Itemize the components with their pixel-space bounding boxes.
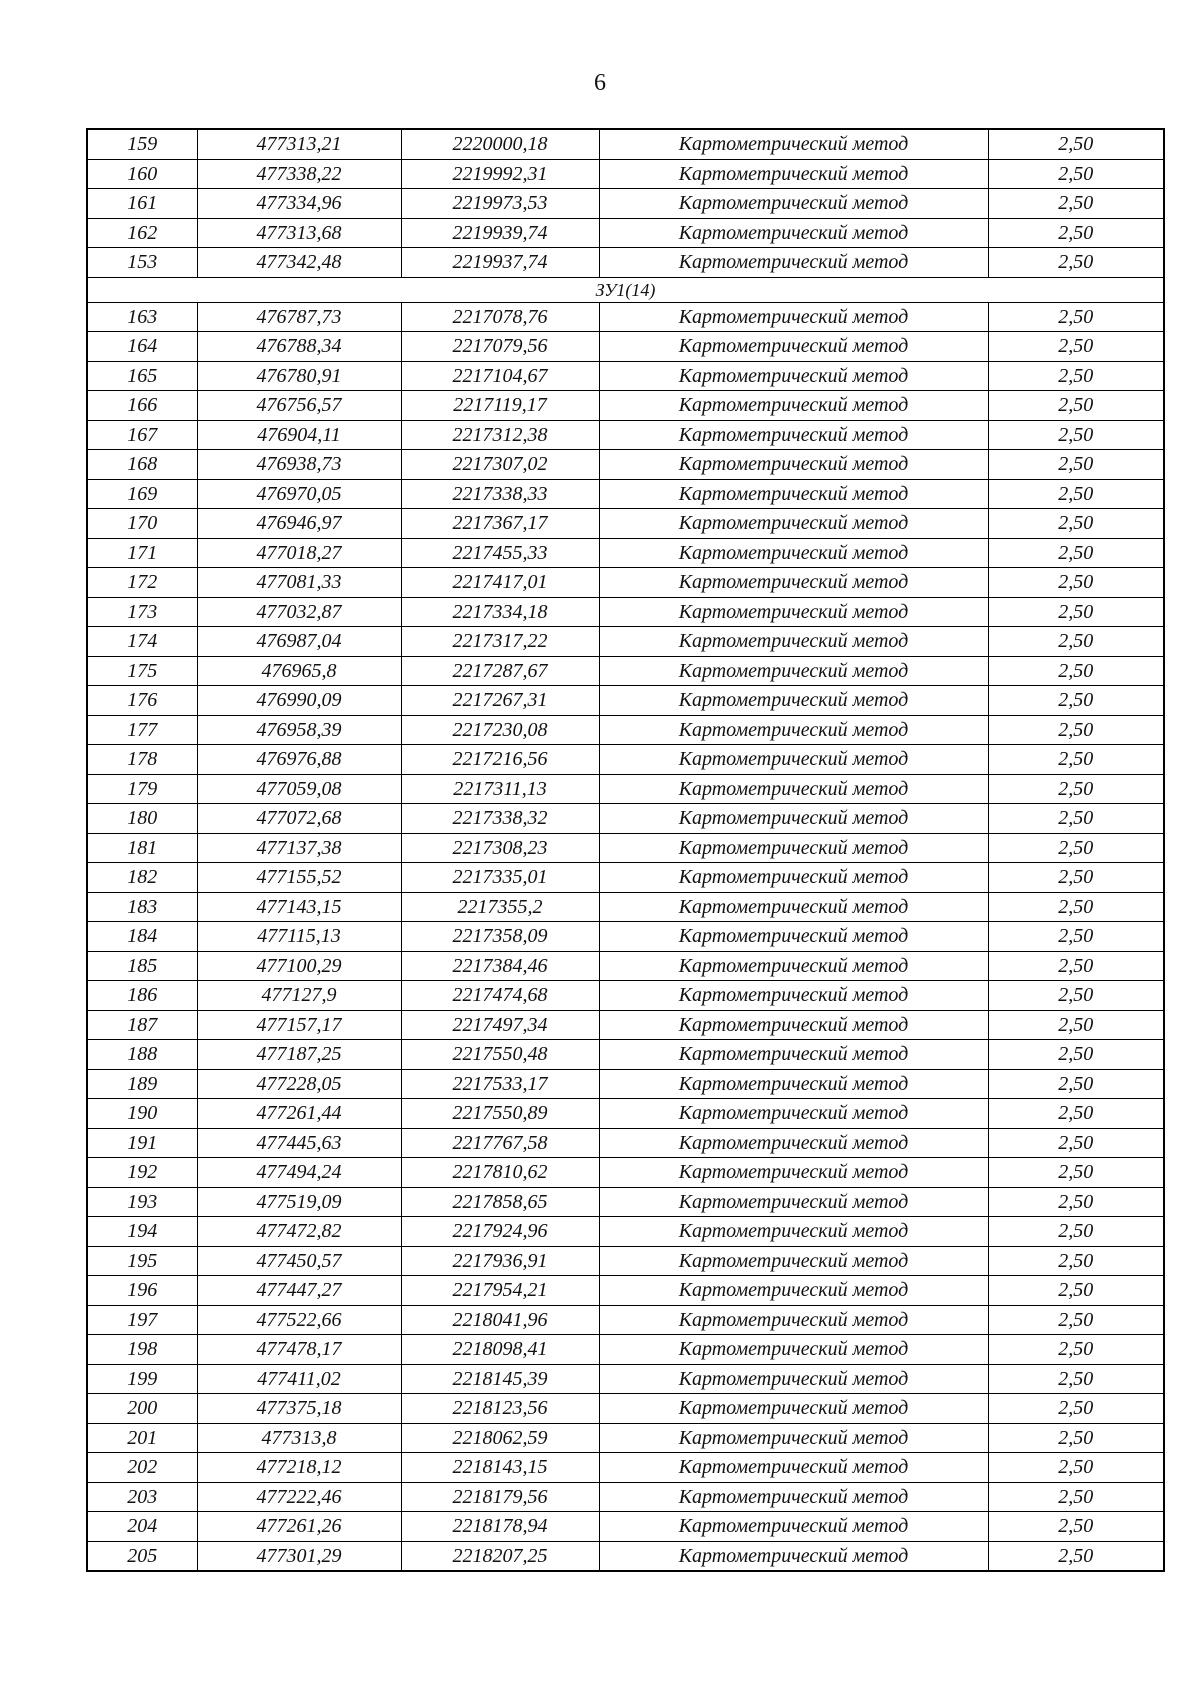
y-coordinate-cell: 2219973,53 [401,189,599,219]
method-cell: Картометрический метод [599,1040,988,1070]
point-number-cell: 177 [87,715,197,745]
x-coordinate-cell: 476987,04 [197,627,401,657]
point-number-cell: 170 [87,509,197,539]
x-coordinate-cell: 477342,48 [197,248,401,278]
method-cell: Картометрический метод [599,568,988,598]
accuracy-cell: 2,50 [988,1217,1164,1247]
point-number-cell: 164 [87,332,197,362]
method-cell: Картометрический метод [599,218,988,248]
table-row [87,1512,1164,1542]
accuracy-cell: 2,50 [988,1246,1164,1276]
table-row [87,774,1164,804]
accuracy-cell: 2,50 [988,1040,1164,1070]
point-number-cell: 180 [87,804,197,834]
x-coordinate-cell: 477313,68 [197,218,401,248]
accuracy-cell: 2,50 [988,1128,1164,1158]
x-coordinate-cell: 476965,8 [197,656,401,686]
table-row [87,1276,1164,1306]
y-coordinate-cell: 2217267,31 [401,686,599,716]
point-number-cell: 196 [87,1276,197,1306]
x-coordinate-cell: 477522,66 [197,1305,401,1335]
accuracy-cell: 2,50 [988,1276,1164,1306]
point-number-cell: 153 [87,248,197,278]
point-number-cell: 186 [87,981,197,1011]
method-cell: Картометрический метод [599,159,988,189]
y-coordinate-cell: 2218041,96 [401,1305,599,1335]
table-row [87,1187,1164,1217]
point-number-cell: 176 [87,686,197,716]
accuracy-cell: 2,50 [988,804,1164,834]
accuracy-cell: 2,50 [988,951,1164,981]
y-coordinate-cell: 2217954,21 [401,1276,599,1306]
method-cell: Картометрический метод [599,1010,988,1040]
x-coordinate-cell: 477059,08 [197,774,401,804]
y-coordinate-cell: 2217216,56 [401,745,599,775]
y-coordinate-cell: 2217474,68 [401,981,599,1011]
point-number-cell: 187 [87,1010,197,1040]
y-coordinate-cell: 2217079,56 [401,332,599,362]
accuracy-cell: 2,50 [988,450,1164,480]
accuracy-cell: 2,50 [988,892,1164,922]
y-coordinate-cell: 2217308,23 [401,833,599,863]
x-coordinate-cell: 477081,33 [197,568,401,598]
table-row [87,1040,1164,1070]
accuracy-cell: 2,50 [988,420,1164,450]
point-number-cell: 162 [87,218,197,248]
method-cell: Картометрический метод [599,1305,988,1335]
x-coordinate-cell: 477127,9 [197,981,401,1011]
accuracy-cell: 2,50 [988,745,1164,775]
x-coordinate-cell: 477494,24 [197,1158,401,1188]
table-row [87,1246,1164,1276]
table-row [87,1364,1164,1394]
point-number-cell: 163 [87,302,197,332]
x-coordinate-cell: 477478,17 [197,1335,401,1365]
y-coordinate-cell: 2218178,94 [401,1512,599,1542]
section-label: ЗУ1(14) [87,277,1164,302]
y-coordinate-cell: 2217497,34 [401,1010,599,1040]
point-number-cell: 165 [87,361,197,391]
x-coordinate-cell: 477222,46 [197,1482,401,1512]
y-coordinate-cell: 2217550,48 [401,1040,599,1070]
y-coordinate-cell: 2218062,59 [401,1423,599,1453]
accuracy-cell: 2,50 [988,863,1164,893]
point-number-cell: 173 [87,597,197,627]
y-coordinate-cell: 2217334,18 [401,597,599,627]
point-number-cell: 167 [87,420,197,450]
y-coordinate-cell: 2218123,56 [401,1394,599,1424]
accuracy-cell: 2,50 [988,332,1164,362]
point-number-cell: 183 [87,892,197,922]
method-cell: Картометрический метод [599,981,988,1011]
accuracy-cell: 2,50 [988,774,1164,804]
method-cell: Картометрический метод [599,597,988,627]
x-coordinate-cell: 477155,52 [197,863,401,893]
method-cell: Картометрический метод [599,1482,988,1512]
table-row [87,1423,1164,1453]
table-row [87,361,1164,391]
point-number-cell: 204 [87,1512,197,1542]
y-coordinate-cell: 2217550,89 [401,1099,599,1129]
method-cell: Картометрический метод [599,391,988,421]
method-cell: Картометрический метод [599,302,988,332]
table-row [87,538,1164,568]
point-number-cell: 205 [87,1541,197,1571]
y-coordinate-cell: 2217455,33 [401,538,599,568]
accuracy-cell: 2,50 [988,1364,1164,1394]
method-cell: Картометрический метод [599,129,988,159]
y-coordinate-cell: 2217355,2 [401,892,599,922]
table-row [87,159,1164,189]
y-coordinate-cell: 2219937,74 [401,248,599,278]
x-coordinate-cell: 477187,25 [197,1040,401,1070]
point-number-cell: 201 [87,1423,197,1453]
method-cell: Картометрический метод [599,1069,988,1099]
accuracy-cell: 2,50 [988,479,1164,509]
accuracy-cell: 2,50 [988,1158,1164,1188]
accuracy-cell: 2,50 [988,1335,1164,1365]
method-cell: Картометрический метод [599,1541,988,1571]
x-coordinate-cell: 476946,97 [197,509,401,539]
x-coordinate-cell: 477313,21 [197,129,401,159]
y-coordinate-cell: 2218179,56 [401,1482,599,1512]
table-row [87,833,1164,863]
point-number-cell: 184 [87,922,197,952]
y-coordinate-cell: 2219939,74 [401,218,599,248]
method-cell: Картометрический метод [599,951,988,981]
accuracy-cell: 2,50 [988,159,1164,189]
table-row [87,686,1164,716]
x-coordinate-cell: 477157,17 [197,1010,401,1040]
point-number-cell: 182 [87,863,197,893]
accuracy-cell: 2,50 [988,538,1164,568]
accuracy-cell: 2,50 [988,391,1164,421]
table-row [87,804,1164,834]
accuracy-cell: 2,50 [988,129,1164,159]
accuracy-cell: 2,50 [988,1453,1164,1483]
accuracy-cell: 2,50 [988,1069,1164,1099]
page-number: 6 [594,70,606,96]
x-coordinate-cell: 477445,63 [197,1128,401,1158]
table-row [87,1158,1164,1188]
method-cell: Картометрический метод [599,627,988,657]
x-coordinate-cell: 476756,57 [197,391,401,421]
table-row [87,745,1164,775]
point-number-cell: 185 [87,951,197,981]
coordinates-table [86,128,1165,1572]
accuracy-cell: 2,50 [988,597,1164,627]
accuracy-cell: 2,50 [988,1187,1164,1217]
method-cell: Картометрический метод [599,804,988,834]
point-number-cell: 166 [87,391,197,421]
table-row [87,189,1164,219]
y-coordinate-cell: 2217417,01 [401,568,599,598]
x-coordinate-cell: 477519,09 [197,1187,401,1217]
x-coordinate-cell: 477472,82 [197,1217,401,1247]
x-coordinate-cell: 477313,8 [197,1423,401,1453]
table-row [87,922,1164,952]
x-coordinate-cell: 477032,87 [197,597,401,627]
method-cell: Картометрический метод [599,892,988,922]
point-number-cell: 200 [87,1394,197,1424]
table-row [87,1335,1164,1365]
y-coordinate-cell: 2217335,01 [401,863,599,893]
method-cell: Картометрический метод [599,715,988,745]
accuracy-cell: 2,50 [988,1010,1164,1040]
table-row [87,1482,1164,1512]
y-coordinate-cell: 2217230,08 [401,715,599,745]
table-row [87,1069,1164,1099]
method-cell: Картометрический метод [599,1187,988,1217]
y-coordinate-cell: 2217104,67 [401,361,599,391]
x-coordinate-cell: 477115,13 [197,922,401,952]
method-cell: Картометрический метод [599,863,988,893]
point-number-cell: 169 [87,479,197,509]
accuracy-cell: 2,50 [988,361,1164,391]
table-row [87,1305,1164,1335]
point-number-cell: 168 [87,450,197,480]
y-coordinate-cell: 2218145,39 [401,1364,599,1394]
x-coordinate-cell: 476970,05 [197,479,401,509]
accuracy-cell: 2,50 [988,1394,1164,1424]
point-number-cell: 194 [87,1217,197,1247]
y-coordinate-cell: 2217367,17 [401,509,599,539]
method-cell: Картометрический метод [599,509,988,539]
point-number-cell: 159 [87,129,197,159]
method-cell: Картометрический метод [599,189,988,219]
accuracy-cell: 2,50 [988,218,1164,248]
x-coordinate-cell: 477143,15 [197,892,401,922]
accuracy-cell: 2,50 [988,248,1164,278]
accuracy-cell: 2,50 [988,302,1164,332]
method-cell: Картометрический метод [599,1423,988,1453]
x-coordinate-cell: 477338,22 [197,159,401,189]
point-number-cell: 199 [87,1364,197,1394]
y-coordinate-cell: 2217338,33 [401,479,599,509]
accuracy-cell: 2,50 [988,1423,1164,1453]
x-coordinate-cell: 477261,44 [197,1099,401,1129]
y-coordinate-cell: 2217078,76 [401,302,599,332]
table-row [87,129,1164,159]
method-cell: Картометрический метод [599,1128,988,1158]
point-number-cell: 193 [87,1187,197,1217]
y-coordinate-cell: 2217384,46 [401,951,599,981]
point-number-cell: 188 [87,1040,197,1070]
method-cell: Картометрический метод [599,1364,988,1394]
y-coordinate-cell: 2217358,09 [401,922,599,952]
table-row [87,302,1164,332]
y-coordinate-cell: 2217311,13 [401,774,599,804]
method-cell: Картометрический метод [599,479,988,509]
method-cell: Картометрический метод [599,1246,988,1276]
point-number-cell: 174 [87,627,197,657]
section-row [87,277,1164,302]
point-number-cell: 181 [87,833,197,863]
point-number-cell: 190 [87,1099,197,1129]
accuracy-cell: 2,50 [988,509,1164,539]
point-number-cell: 203 [87,1482,197,1512]
point-number-cell: 192 [87,1158,197,1188]
accuracy-cell: 2,50 [988,1305,1164,1335]
point-number-cell: 172 [87,568,197,598]
table-row [87,1217,1164,1247]
accuracy-cell: 2,50 [988,833,1164,863]
point-number-cell: 171 [87,538,197,568]
y-coordinate-cell: 2217312,38 [401,420,599,450]
method-cell: Картометрический метод [599,833,988,863]
x-coordinate-cell: 477450,57 [197,1246,401,1276]
x-coordinate-cell: 476976,88 [197,745,401,775]
point-number-cell: 198 [87,1335,197,1365]
method-cell: Картометрический метод [599,745,988,775]
table-row [87,951,1164,981]
method-cell: Картометрический метод [599,332,988,362]
x-coordinate-cell: 476904,11 [197,420,401,450]
x-coordinate-cell: 477018,27 [197,538,401,568]
y-coordinate-cell: 2217317,22 [401,627,599,657]
accuracy-cell: 2,50 [988,715,1164,745]
table-row [87,1128,1164,1158]
table-row [87,479,1164,509]
table-row [87,892,1164,922]
table-row [87,627,1164,657]
y-coordinate-cell: 2217287,67 [401,656,599,686]
y-coordinate-cell: 2217338,32 [401,804,599,834]
x-coordinate-cell: 476990,09 [197,686,401,716]
table-row [87,391,1164,421]
point-number-cell: 161 [87,189,197,219]
point-number-cell: 195 [87,1246,197,1276]
point-number-cell: 202 [87,1453,197,1483]
x-coordinate-cell: 477261,26 [197,1512,401,1542]
table-row [87,1453,1164,1483]
x-coordinate-cell: 476780,91 [197,361,401,391]
accuracy-cell: 2,50 [988,981,1164,1011]
y-coordinate-cell: 2217810,62 [401,1158,599,1188]
method-cell: Картометрический метод [599,420,988,450]
method-cell: Картометрический метод [599,1512,988,1542]
accuracy-cell: 2,50 [988,922,1164,952]
point-number-cell: 178 [87,745,197,775]
x-coordinate-cell: 477072,68 [197,804,401,834]
x-coordinate-cell: 476938,73 [197,450,401,480]
x-coordinate-cell: 477218,12 [197,1453,401,1483]
table-row [87,332,1164,362]
method-cell: Картометрический метод [599,248,988,278]
table-row [87,715,1164,745]
x-coordinate-cell: 477375,18 [197,1394,401,1424]
accuracy-cell: 2,50 [988,1482,1164,1512]
y-coordinate-cell: 2218207,25 [401,1541,599,1571]
table-row [87,1099,1164,1129]
accuracy-cell: 2,50 [988,1541,1164,1571]
method-cell: Картометрический метод [599,774,988,804]
method-cell: Картометрический метод [599,686,988,716]
y-coordinate-cell: 2219992,31 [401,159,599,189]
method-cell: Картометрический метод [599,1217,988,1247]
y-coordinate-cell: 2217767,58 [401,1128,599,1158]
method-cell: Картометрический метод [599,450,988,480]
table-row [87,656,1164,686]
table-row [87,568,1164,598]
accuracy-cell: 2,50 [988,189,1164,219]
accuracy-cell: 2,50 [988,1099,1164,1129]
method-cell: Картометрический метод [599,1394,988,1424]
y-coordinate-cell: 2217924,96 [401,1217,599,1247]
x-coordinate-cell: 477447,27 [197,1276,401,1306]
table-row [87,248,1164,278]
method-cell: Картометрический метод [599,538,988,568]
y-coordinate-cell: 2218098,41 [401,1335,599,1365]
table-row [87,450,1164,480]
table-row [87,863,1164,893]
y-coordinate-cell: 2218143,15 [401,1453,599,1483]
point-number-cell: 191 [87,1128,197,1158]
y-coordinate-cell: 2217858,65 [401,1187,599,1217]
table-row [87,1010,1164,1040]
y-coordinate-cell: 2217307,02 [401,450,599,480]
method-cell: Картометрический метод [599,1276,988,1306]
method-cell: Картометрический метод [599,1099,988,1129]
table-row [87,981,1164,1011]
method-cell: Картометрический метод [599,1335,988,1365]
y-coordinate-cell: 2217936,91 [401,1246,599,1276]
accuracy-cell: 2,50 [988,1512,1164,1542]
accuracy-cell: 2,50 [988,568,1164,598]
x-coordinate-cell: 477137,38 [197,833,401,863]
point-number-cell: 175 [87,656,197,686]
x-coordinate-cell: 477228,05 [197,1069,401,1099]
table-row [87,1541,1164,1571]
point-number-cell: 189 [87,1069,197,1099]
coordinates-table-body [87,129,1164,1571]
y-coordinate-cell: 2217533,17 [401,1069,599,1099]
y-coordinate-cell: 2217119,17 [401,391,599,421]
table-row [87,218,1164,248]
accuracy-cell: 2,50 [988,627,1164,657]
x-coordinate-cell: 477100,29 [197,951,401,981]
method-cell: Картометрический метод [599,1453,988,1483]
table-row [87,1394,1164,1424]
x-coordinate-cell: 477411,02 [197,1364,401,1394]
table-row [87,597,1164,627]
x-coordinate-cell: 477334,96 [197,189,401,219]
method-cell: Картометрический метод [599,922,988,952]
table-row [87,420,1164,450]
accuracy-cell: 2,50 [988,686,1164,716]
x-coordinate-cell: 477301,29 [197,1541,401,1571]
x-coordinate-cell: 476787,73 [197,302,401,332]
point-number-cell: 160 [87,159,197,189]
x-coordinate-cell: 476788,34 [197,332,401,362]
point-number-cell: 197 [87,1305,197,1335]
method-cell: Картометрический метод [599,656,988,686]
method-cell: Картометрический метод [599,1158,988,1188]
method-cell: Картометрический метод [599,361,988,391]
y-coordinate-cell: 2220000,18 [401,129,599,159]
table-row [87,509,1164,539]
point-number-cell: 179 [87,774,197,804]
accuracy-cell: 2,50 [988,656,1164,686]
x-coordinate-cell: 476958,39 [197,715,401,745]
